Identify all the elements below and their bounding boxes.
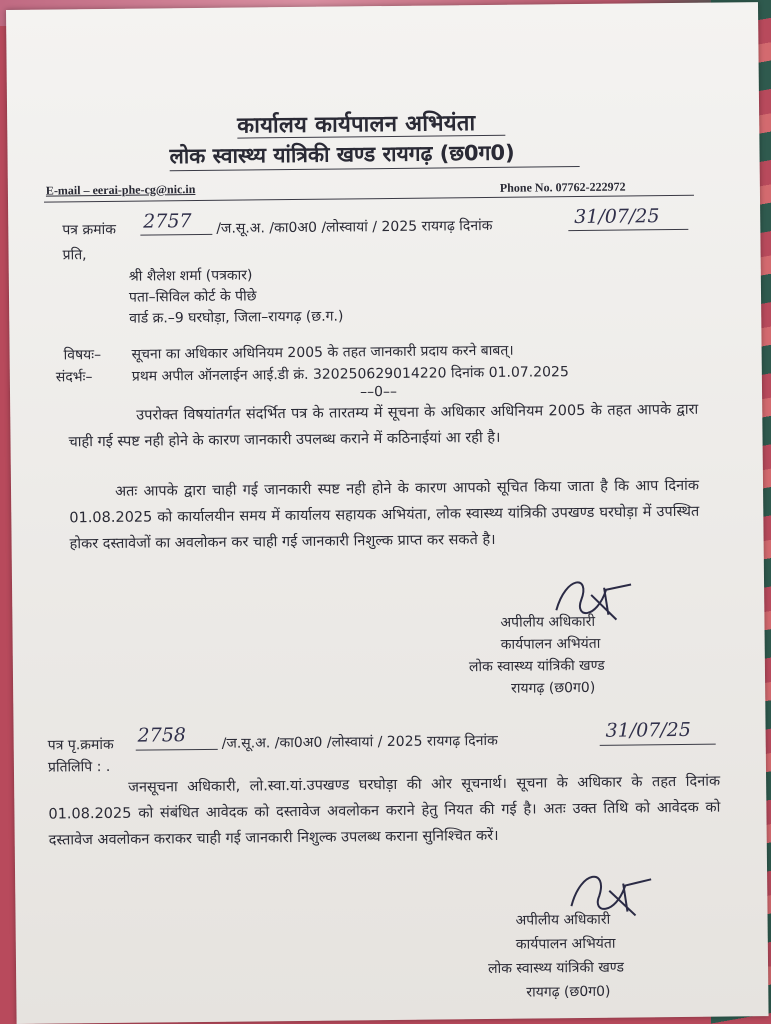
subject-text: सूचना का अधिकार अधिनियम 2005 के तहत जानकारी प्रदाय करने बाबत्। xyxy=(131,342,514,363)
signature-1-line-3: लोक स्वास्थ्य यांत्रिकी खण्ड xyxy=(468,657,605,676)
separator: ––0–– xyxy=(359,383,398,401)
signature-1-line-2: कार्यपालन अभियंता xyxy=(500,635,601,653)
signature-2-line-1: अपीलीय अधिकारी xyxy=(515,911,611,929)
ref-suffix: /ज.सू.अ. /का0अ0 /लोस्वायां / 2025 रायगढ़ दिनांक xyxy=(216,217,493,237)
addressee-line-2: पता–सिविल कोर्ट के पीछे xyxy=(128,288,257,306)
copy-date-line xyxy=(600,744,716,746)
signature-block-2 xyxy=(487,863,715,1015)
copy-ref-number-line xyxy=(136,749,218,751)
signature-2-line-4: रायगढ़ (छ0ग0) xyxy=(526,983,611,1001)
reference-label: संदर्भः– xyxy=(55,369,93,386)
ref-prefix: पत्र क्रमांक xyxy=(62,221,117,239)
phone-line: Phone No. 07762-222972 xyxy=(499,179,626,195)
copy-ref-prefix: पत्र पृ.क्रमांक xyxy=(47,736,114,754)
signature-1-line-1: अपीलीय अधिकारी xyxy=(500,613,596,631)
signature-2-line-2: कार्यपालन अभियंता xyxy=(515,935,616,953)
copy-ref-number-handwritten: 2758 xyxy=(137,724,187,747)
copy-label: प्रतिलिपि : . xyxy=(47,758,111,776)
ref-number-handwritten: 2757 xyxy=(143,210,192,233)
office-subtitle: लोक स्वास्थ्य यांत्रिकी खण्ड रायगढ़ (छ0ग0) xyxy=(169,140,515,169)
to-label: प्रति, xyxy=(62,247,87,264)
copy-paragraph: जनसूचना अधिकारी, लो.स्वा.यां.उपखण्ड घरघोड़ा की ओर सूचनार्थ। सूचना के अधिकार के तहत दिनांक 01.08.2025 को संबंधित आवेदक को दस्तावेज अवलोकन कराने हेतु नियत की गई है। अतः उक्त तिथि को आवेदक को दस्तावेज अवलोकन कराकर चाही गई जानकारी निशुल्क उपलब्ध कराना सुनिश्चित करें। xyxy=(48,773,721,849)
date-line xyxy=(568,229,688,231)
date-handwritten: 31/07/25 xyxy=(574,205,660,229)
copy-date-handwritten: 31/07/25 xyxy=(605,718,692,742)
copy-ref-suffix: /ज.सू.अ. /का0अ0 /लोस्वायां / 2025 रायगढ़ दिनांक xyxy=(221,732,498,752)
email-line: E-mail – eerai-phe-cg@nic.in xyxy=(45,182,196,198)
signature-2-line-3: लोक स्वास्थ्य यांत्रिकी खण्ड xyxy=(487,959,624,978)
signature-1-line-4: रायगढ़ (छ0ग0) xyxy=(511,679,596,697)
subject-label: विषयः– xyxy=(63,347,102,364)
office-title: कार्यालय कार्यपालन अभियंता xyxy=(237,111,476,139)
letter-page xyxy=(6,2,769,1024)
paragraph-2: अतः आपके द्वारा चाही गई जानकारी स्पष्ट नही होने के कारण आपको सूचित किया जाता है कि आप दिनांक 01.08.2025 को कार्यालयीन समय में कार्यालय सहायक अभियंता, लोक स्वास्थ्य यांत्रिकी उपखण्ड घरघोड़ा में उपस्थित होकर दस्तावेजों का अवलोकन कर चाही गई जानकारी निशुल्क प्राप्त कर सकते है। xyxy=(69,477,700,553)
addressee-line-3: वार्ड क्र.–9 घरघोड़ा, जिला–रायगढ़ (छ.ग.) xyxy=(129,308,344,327)
reference-text: प्रथम अपील ऑनलाईन आई.डी क्रं. 320250629014220 दिनांक 01.07.2025 xyxy=(131,364,569,385)
addressee-line-1: श्री शैलेश शर्मा (पत्रकार) xyxy=(128,267,253,285)
paragraph-1: उपरोक्त विषयांतर्गत संदर्भित पत्र के तारतम्य में सूचना के अधिकार अधिनियम 2005 के तहत आपके द्वारा चाही गई स्पष्ट नही होने के कारण जानकारी उपलब्ध कराने में कठिनाईयां आ रही है। xyxy=(68,401,699,451)
signature-block-1 xyxy=(468,569,687,711)
ref-number-line xyxy=(140,234,212,236)
